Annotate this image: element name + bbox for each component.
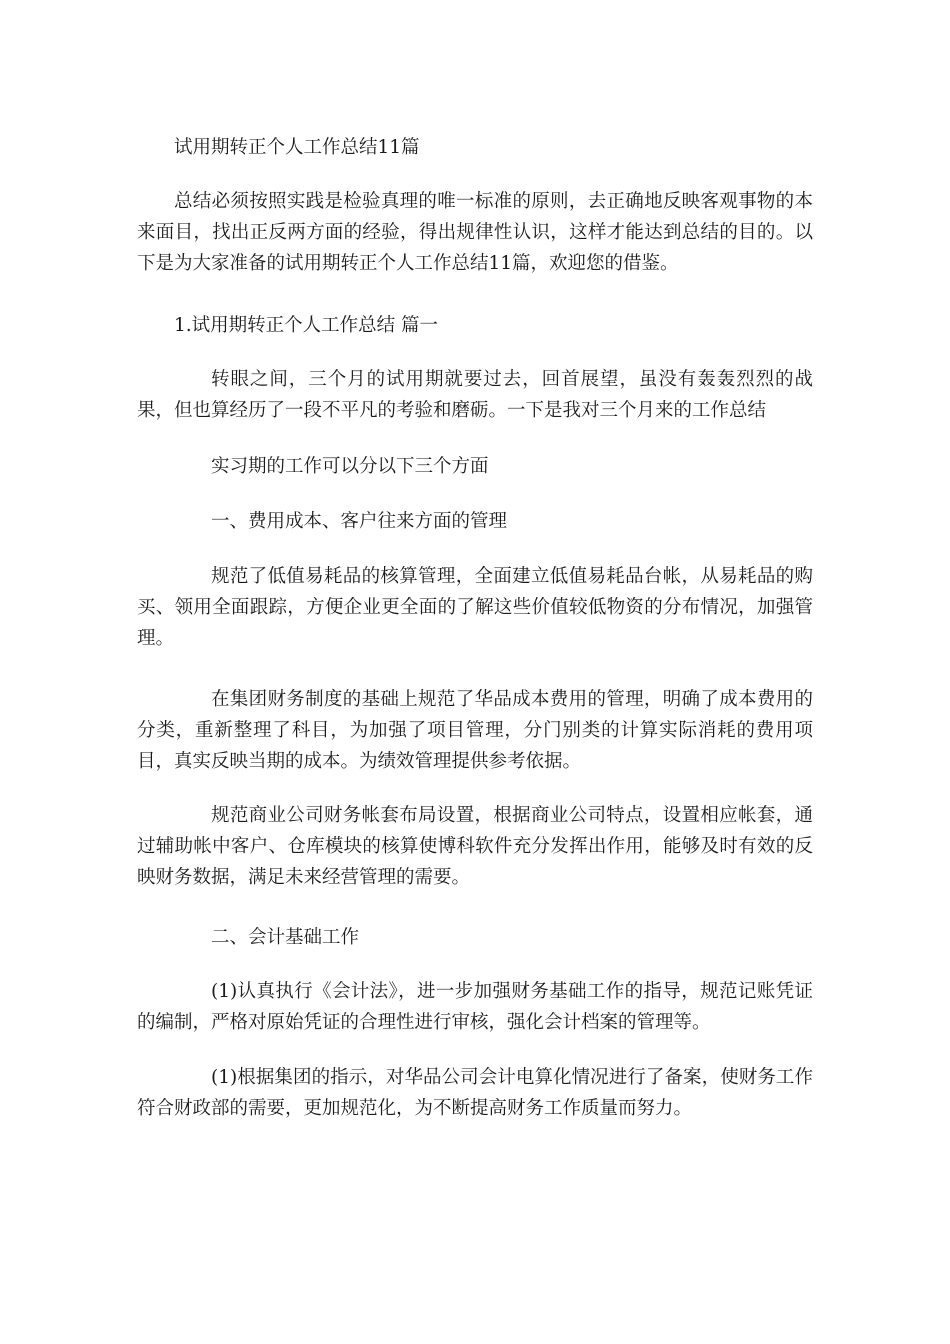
paragraph-6: (1)认真执行《会计法》，进一步加强财务基础工作的指导，规范记账凭证的编制，严格对原始凭证的合理性进行审核，强化会计档案的管理等。 <box>137 981 813 1033</box>
paragraph-4: 在集团财务制度的基础上规范了华品成本费用的管理，明确了成本费用的分类，重新整理了科目，为加强了项目管理，分门别类的计算实际消耗的费用项目，真实反映当期的成本。为绩效管理提供参考依据。 <box>137 689 813 772</box>
paragraph-7: (1)根据集团的指示，对华品公司会计电算化情况进行了备案，使财务工作符合财政部的需要，更加规范化，为不断提高财务工作质量而努力。 <box>137 1067 813 1119</box>
paragraph-5: 规范商业公司财务帐套布局设置，根据商业公司特点，设置相应帐套，通过辅助帐中客户、仓库模块的核算使博科软件充分发挥出作用，能够及时有效的反映财务数据，满足未来经营管理的需要。 <box>137 805 813 888</box>
paragraph-2: 实习期的工作可以分以下三个方面 <box>211 456 489 477</box>
document-title: 试用期转正个人工作总结11篇 <box>174 137 420 158</box>
paragraph-3: 规范了低值易耗品的核算管理，全面建立低值易耗品台帐，从易耗品的购买、领用全面跟踪，方便企业更全面的了解这些价值较低物资的分布情况，加强管理。 <box>137 566 813 649</box>
subheading-1: 一、费用成本、客户往来方面的管理 <box>211 511 508 532</box>
subheading-2: 二、会计基础工作 <box>211 927 360 948</box>
section-heading-1: 1.试用期转正个人工作总结 篇一 <box>174 315 439 336</box>
intro-paragraph: 总结必须按照实践是检验真理的唯一标准的原则，去正确地反映客观事物的本来面目，找出正反两方面的经验，得出规律性认识，这样才能达到总结的目的。以下是为大家准备的试用期转正个人工作总结11篇，欢迎您的借鉴。 <box>137 191 813 274</box>
paragraph-1: 转眼之间，三个月的试用期就要过去，回首展望，虽没有轰轰烈烈的战果，但也算经历了一段不平凡的考验和磨砺。一下是我对三个月来的工作总结 <box>137 369 813 421</box>
